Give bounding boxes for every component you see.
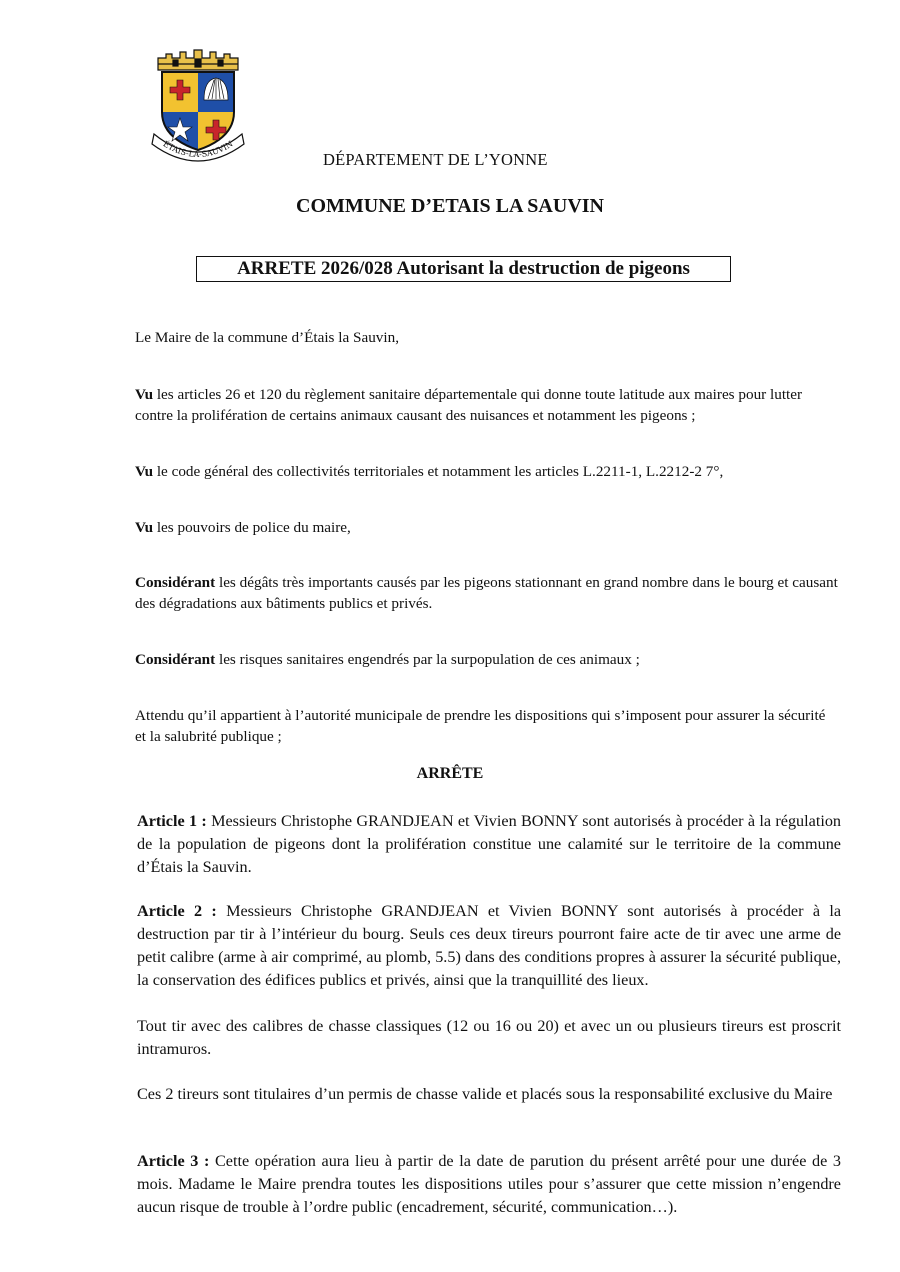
vu-keyword: Vu (135, 519, 154, 536)
crest-motto: ÉTAIS-LA-SAUVIN (161, 139, 235, 160)
department-name: DÉPARTEMENT DE L’YONNE (323, 150, 548, 169)
considerant-text: les risques sanitaires engendrés par la surpopulation de ces animaux ; (218, 651, 640, 668)
considerant-health (135, 649, 840, 670)
article-text: Messieurs Christophe GRANDJEAN et Vivien BONNY sont autorisés à procéder à la régulation de la population de pigeons dont la prolifération constitue une calamité sur le territoire de la commune d’Étais la Sauvin. (137, 812, 842, 876)
vu-text: les pouvoirs de police du maire, (156, 519, 351, 536)
article-text: Cette opération aura lieu à partir de la date de parution du présent arrêté pour une durée de 3 mois. Madame le Maire prendra toutes les dispositions utiles pour s’assurer que cette mission n’engendre aucun risque de trouble à l’ordre public (encadrement, sécurité, communication…). (137, 1152, 842, 1216)
commune-name: COMMUNE D’ETAIS LA SAUVIN (296, 195, 604, 217)
vu-text: les articles 26 et 120 du règlement sanitaire départementale qui donne toute latitude aux maires pour lutter contre la prolifération de certains animaux causant des nuisances et notamment les pigeons ; (135, 386, 803, 424)
article-text: Messieurs Christophe GRANDJEAN et Vivien BONNY sont autorisés à procéder à la destruction par tir à l’intérieur du bourg. Seuls ces deux tireurs pourront faire acte de tir avec une arme de petit calibre (arme à air comprimé, au plomb, 5.5) dans des conditions propres à assurer la sécurité publique, la conservation des édifices publics et privés, ainsi que la tranquillité des lieux. (137, 902, 841, 989)
article-label: Article 1 : (137, 812, 207, 830)
article-2-calibres: Tout tir avec des calibres de chasse classiques (12 ou 16 ou 20) et avec un ou plusieurs tireurs est proscrit intramuros. (137, 1017, 841, 1058)
article-label: Article 3 : (137, 1152, 210, 1170)
considerant-keyword: Considérant (135, 574, 216, 591)
decree-title: ARRETE 2026/028 Autorisant la destruction de pigeons (196, 256, 731, 282)
vu-text: le code général des collectivités territoriales et notamment les articles L.2211-1, L.2212-2 7°, (156, 463, 724, 480)
considerant-keyword: Considérant (135, 651, 216, 668)
article-2 (137, 900, 841, 992)
vu-police (135, 517, 840, 538)
vu-regulation (135, 384, 840, 426)
article-1 (137, 810, 841, 879)
vu-code (135, 461, 840, 482)
commune-coat-of-arms (148, 48, 248, 166)
preamble-intro: Le Maire de la commune d’Étais la Sauvin, (135, 329, 400, 346)
vu-keyword: Vu (135, 386, 154, 403)
considerant-damage (135, 572, 840, 614)
vu-keyword: Vu (135, 463, 154, 480)
article-3 (137, 1150, 841, 1219)
mural-crown (158, 50, 238, 70)
article-2-shooters: Ces 2 tireurs sont titulaires d’un permis de chasse valide et placés sous la responsabilité exclusive du Maire (137, 1085, 833, 1103)
attendu-clause: Attendu qu’il appartient à l’autorité municipale de prendre les dispositions qui s’imposent pour assurer la sécurité et la salubrité publique ; (135, 707, 826, 745)
article-label: Article 2 : (137, 902, 217, 920)
considerant-text: les dégâts très importants causés par les pigeons stationnant en grand nombre dans le bourg et causant des dégradations aux bâtiments publics et privés. (135, 574, 838, 612)
decision-heading: ARRÊTE (416, 765, 484, 782)
